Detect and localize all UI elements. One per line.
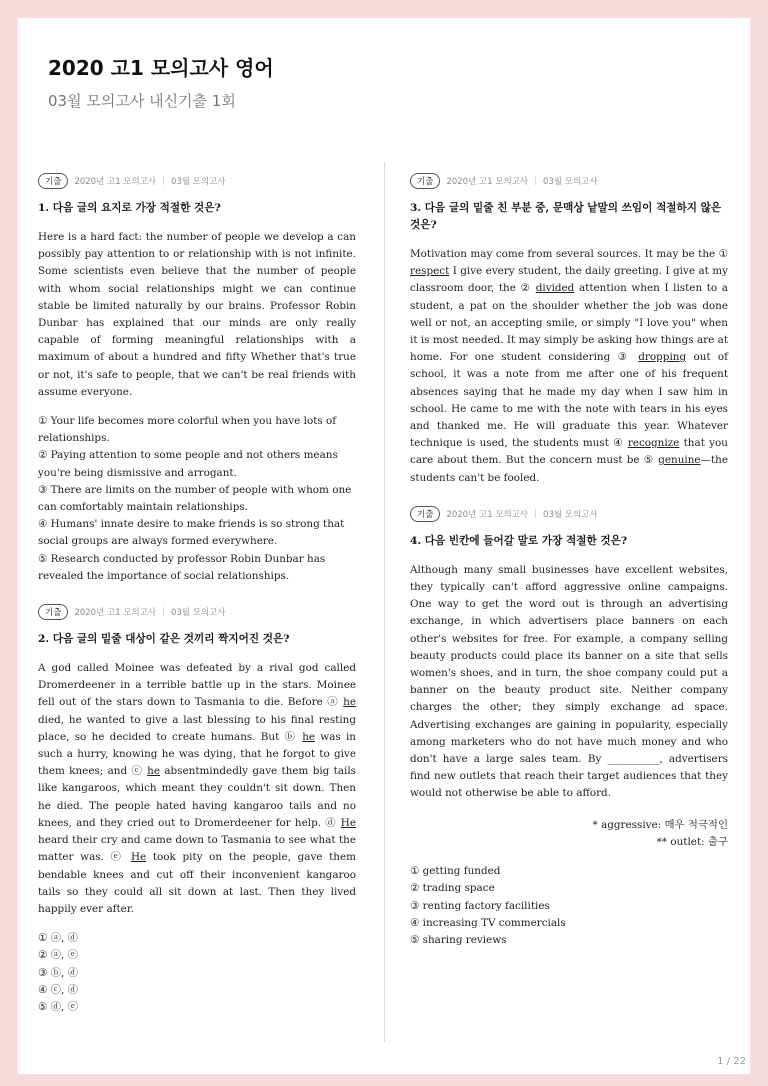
meta-month: 03월 모의고사 — [543, 177, 598, 187]
left-column — [38, 172, 356, 1034]
passage-text: —the students can't be fooled. — [410, 454, 728, 484]
passage-text: heard their cry and came down to Tasmania to see what the matter was. ⓔ — [38, 834, 356, 864]
answer-options — [38, 413, 356, 585]
question-4 — [410, 505, 728, 949]
answer-option[interactable]: ③ There are limits on the number of people with whom one can comfortably maintain relationships. — [38, 483, 352, 514]
question-passage: Here is a hard fact: the number of people we develop a can possibly pay attention to or relationship with is not infinite. Some scientists even believe that the number of people with whom social relationships might we can continue stable be limited naturally by our brains. Professor Robin Dunbar has explained that our minds are only really capable of forming meaningful relationships with a maximum of about a hundred and fifty Whether that's true or not, it's safe to people, that we can't be real friends with assume everyone. — [38, 231, 356, 398]
passage-text: Motivation may come from several sources. It may be the ① — [410, 248, 728, 260]
column-divider — [384, 162, 385, 1042]
passage-text: A god called Moinee was defeated by a rival god called Dromerdeener in a terrible battle up in the stars. Moinee fell out of the stars down to Tasmania to die. Before ⓐ — [38, 662, 356, 709]
passage-text: that you care about them. But the concern must be ⑤ — [410, 437, 728, 467]
content-card — [18, 142, 750, 1074]
meta-separator: | — [534, 508, 538, 519]
meta-month: 03월 모의고사 — [171, 177, 226, 187]
underlined-word: recognize — [627, 437, 680, 450]
answer-option[interactable]: ① ⓐ, ⓓ — [38, 932, 79, 945]
answer-option[interactable]: ④ ⓒ, ⓓ — [38, 983, 79, 996]
answer-options — [38, 930, 356, 1016]
answer-options — [410, 863, 728, 949]
underlined-word: he — [147, 765, 161, 778]
passage-text: out of school, it was a note from me after one of his frequent absences saying that he made my day when I saw him in school. He came to me with the note with tears in his eyes and thanked me. He will graduate this year. Whatever technique is used, the students must ④ — [410, 351, 728, 450]
meta-separator: | — [534, 176, 538, 186]
answer-option[interactable]: ① getting funded — [410, 865, 501, 878]
question-3 — [410, 172, 728, 487]
meta-month: 03월 모의고사 — [171, 608, 226, 619]
passage-text: died, he wanted to give a last blessing to his final resting place, so he decided to create humans. But ⓑ — [38, 713, 356, 743]
question-meta — [410, 505, 728, 523]
question-passage: Although many small businesses have excellent websites, they typically can't afford aggressive online campaigns. One way to get the word out is through an advertising exchange, in which advertisers place banners on each other's websites for free. For example, a company selling beauty products could place its banner on a site that sells women's shoes, and in turn, the shoe company could put a banner on the beauty product site. Neither company charges the other; they simply exchange ad space. Advertising exchanges are gaining in popularity, especially among marketers who do not have much money and who don't have a large sales team. By __________, advertisers find new outlets that reach their target audiences that they would not otherwise be able to afford. — [410, 563, 728, 800]
underlined-word: He — [340, 816, 356, 829]
answer-option[interactable]: ④ Humans' innate desire to make friends is so strong that social groups are always formed everywhere. — [38, 518, 345, 548]
source-badge: 기출 — [410, 506, 440, 522]
answer-option[interactable]: ⑤ Research conducted by professor Robin Dunbar has revealed the importance of social relationships. — [38, 552, 326, 582]
question-passage — [410, 246, 728, 487]
right-column — [410, 172, 728, 967]
question-1 — [38, 172, 356, 585]
passage-text: I give every student, the daily greeting. I give at my classroom door, the ② — [410, 265, 728, 295]
source-badge: 기출 — [38, 604, 68, 620]
underlined-word: divided — [535, 282, 575, 295]
underlined-word: He — [130, 851, 147, 864]
meta-month: 03월 모의고사 — [543, 509, 598, 520]
question-meta — [38, 603, 356, 621]
source-badge: 기출 — [410, 173, 440, 189]
source-badge: 기출 — [38, 173, 68, 189]
meta-year: 2020년 고1 모의고사 — [446, 177, 529, 187]
header-card — [18, 18, 750, 142]
question-title: 1. 다음 글의 요지로 가장 적절한 것은? — [38, 202, 221, 214]
meta-separator: | — [162, 176, 166, 186]
question-meta — [410, 172, 728, 190]
footnotes — [410, 817, 728, 851]
passage-text: took pity on the people, gave them bendable knees and cut off their inconvenient kangaroo tails so they could all sit down at last. Then they lived happily ever after. — [38, 851, 356, 915]
underlined-word: dropping — [638, 351, 687, 364]
page-number: 1 / 22 — [717, 1056, 746, 1067]
passage-text: was in such a hurry, knowing he was dying, that he forgot to give them knees; and ⓒ — [38, 730, 357, 778]
meta-year: 2020년 고1 모의고사 — [74, 177, 157, 187]
question-2 — [38, 603, 356, 1016]
footnote: * aggressive: 매우 적극적인 — [592, 818, 728, 831]
document-subtitle: 03월 모의고사 내신기출 1회 — [48, 92, 236, 110]
question-passage — [38, 660, 356, 918]
meta-year: 2020년 고1 모의고사 — [74, 608, 157, 619]
underlined-word: he — [302, 730, 316, 743]
answer-option[interactable]: ③ ⓑ, ⓓ — [38, 966, 79, 979]
answer-option[interactable]: ① Your life becomes more colorful when you have lots of relationships. — [38, 415, 337, 445]
question-title: 3. 다음 글의 밑줄 친 부분 중, 문맥상 낱말의 쓰임이 적절하지 않은 것은? — [410, 202, 722, 231]
answer-option[interactable]: ③ renting factory facilities — [410, 899, 550, 912]
meta-year: 2020년 고1 모의고사 — [446, 509, 529, 520]
answer-option[interactable]: ⑤ sharing reviews — [410, 933, 507, 946]
answer-option[interactable]: ② trading space — [410, 882, 495, 895]
answer-option[interactable]: ② Paying attention to some people and not others means you're being dismissive and arrogant. — [38, 449, 338, 479]
underlined-word: he — [343, 696, 356, 709]
question-title: 4. 다음 빈칸에 들어갈 말로 가장 적절한 것은? — [410, 534, 628, 547]
document-title: 2020 고1 모의고사 영어 — [48, 56, 274, 80]
meta-separator: | — [162, 607, 166, 618]
passage-text: absentmindedly gave them big tails like kangaroos, which meant they couldn't sit down. Then he died. The people hated having kangaroo tails and no knees, and they cried out to Dromerdeener for help. ⓓ — [38, 765, 356, 829]
passage-text: attention when I listen to a student, a pat on the shoulder whether the job was done well or not, an accepting smile, or simply "I love you" when it is most needed. It may simply be asking how things are at home. For one student considering ③ — [410, 282, 728, 364]
underlined-word: genuine — [658, 454, 701, 467]
footnote: ** outlet: 출구 — [656, 835, 728, 848]
question-title: 2. 다음 글의 밑줄 대상이 같은 것끼리 짝지어진 것은? — [38, 633, 290, 646]
answer-option[interactable]: ⑤ ⓓ, ⓔ — [38, 1000, 79, 1013]
underlined-word: respect — [410, 265, 450, 278]
answer-option[interactable]: ④ increasing TV commercials — [410, 916, 566, 929]
question-meta — [38, 172, 356, 190]
answer-option[interactable]: ② ⓐ, ⓔ — [38, 949, 79, 962]
